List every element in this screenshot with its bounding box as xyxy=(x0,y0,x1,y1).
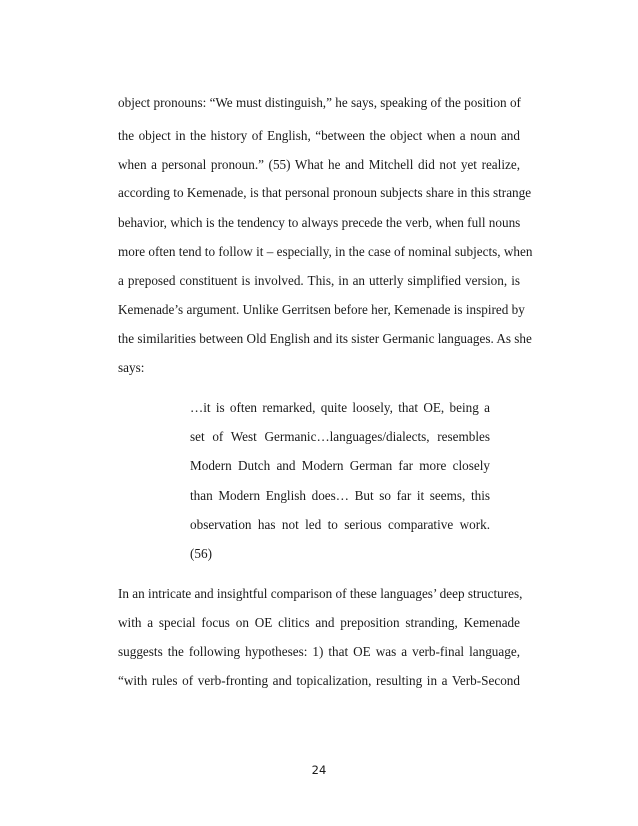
text-line: object pronouns: “We must distinguish,” he says, speaking of the position of xyxy=(118,95,521,110)
quote-line: (56) xyxy=(190,546,212,561)
quote-line: set of West Germanic…languages/dialects, resembles xyxy=(190,429,490,444)
text-line: “with rules of verb-fronting and topicalization, resulting in a Verb-Second xyxy=(118,673,520,688)
quote-line: observation has not led to serious comparative work. xyxy=(190,517,490,532)
text-line: according to Kemenade, is that personal pronoun subjects share in this strange xyxy=(118,185,532,200)
text-line: the similarities between Old English and its sister Germanic languages. As she xyxy=(118,331,532,346)
text-line: more often tend to follow it – especially, in the case of nominal subjects, when xyxy=(118,244,533,259)
text-line: when a personal pronoun.” (55) What he and Mitchell did not yet realize, xyxy=(118,157,520,172)
text-line: Kemenade’s argument. Unlike Gerritsen before her, Kemenade is inspired by xyxy=(118,302,525,317)
page-number: 24 xyxy=(311,763,327,777)
quote-line: than Modern English does… But so far it seems, this xyxy=(190,488,490,503)
quote-line: Modern Dutch and Modern German far more closely xyxy=(190,458,490,473)
text-line: behavior, which is the tendency to always precede the verb, when full nouns xyxy=(118,215,521,230)
text-line: a preposed constituent is involved. This, in an utterly simplified version, is xyxy=(118,273,520,288)
text-line: says: xyxy=(118,360,145,375)
text-line: In an intricate and insightful comparison of these languages’ deep structures, xyxy=(118,586,523,601)
quote-line: …it is often remarked, quite loosely, that OE, being a xyxy=(190,400,490,415)
text-line: suggests the following hypotheses: 1) that OE was a verb-final language, xyxy=(118,644,520,659)
text-line: with a special focus on OE clitics and preposition stranding, Kemenade xyxy=(118,615,520,630)
text-line: the object in the history of English, “between the object when a noun and xyxy=(118,128,520,143)
